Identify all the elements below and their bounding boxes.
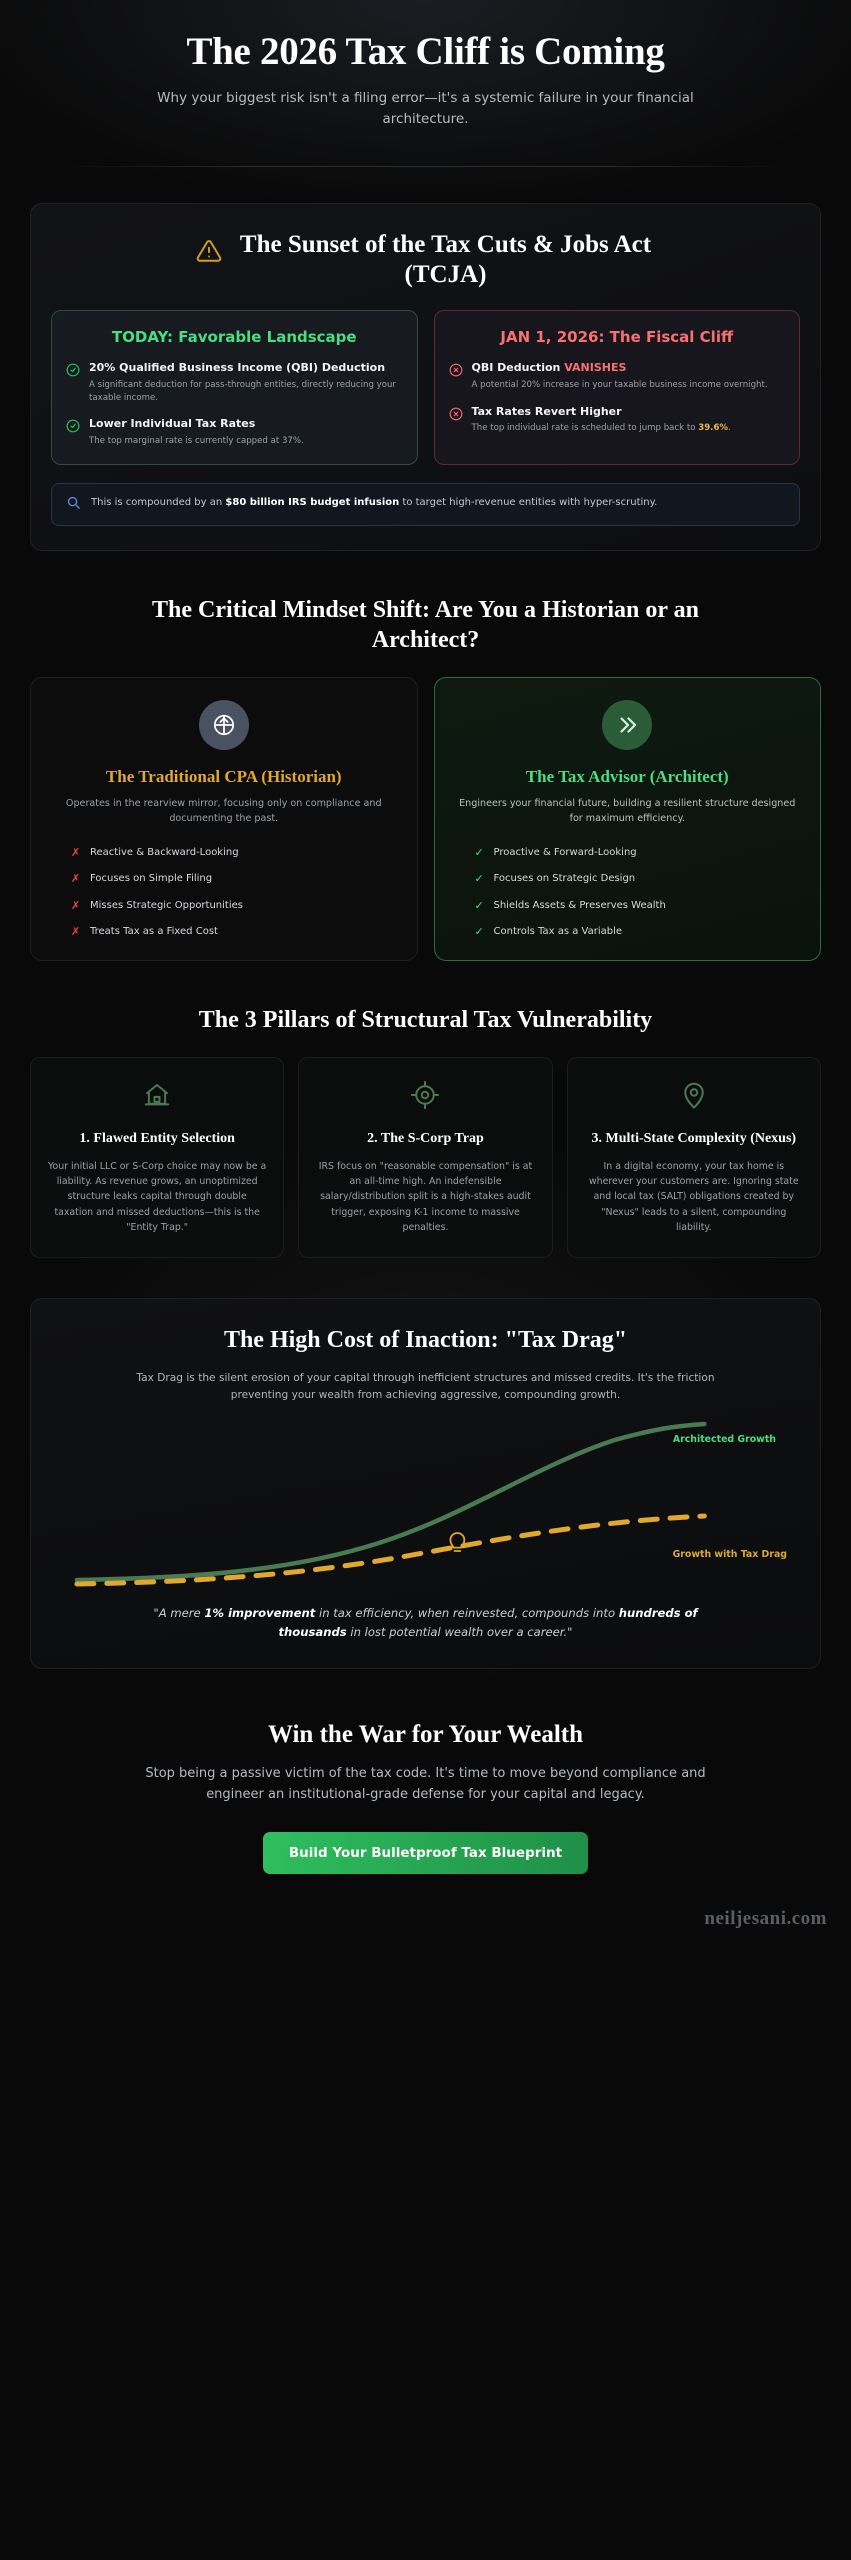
check-circle-icon: [66, 418, 80, 448]
quote-bold-2: hundreds of thousands: [278, 1605, 698, 1640]
list-item-label: Treats Tax as a Fixed Cost: [90, 925, 218, 937]
tcja-panel: [30, 203, 821, 552]
today-item-body: [89, 361, 403, 405]
cliff-item-desc: [472, 422, 786, 435]
pillar-title: 1. Flawed Entity Selection: [79, 1130, 235, 1146]
chart-annotation-architected: Architected Growth: [672, 1433, 776, 1445]
tax-drag-chart: [57, 1412, 794, 1592]
page-title: The 2026 Tax Cliff is Coming: [186, 30, 665, 73]
irs-note-bold: $80 billion IRS budget infusion: [225, 497, 400, 509]
check-mark-icon: ✓: [474, 872, 484, 886]
historian-card: [30, 677, 418, 961]
rearview-mirror-icon: [199, 700, 249, 750]
chart-quote: [126, 1604, 726, 1642]
list-item: [475, 845, 803, 860]
today-item-title: 20% Qualified Business Income (QBI) Deduction: [89, 360, 386, 374]
today-item-title: Lower Individual Tax Rates: [89, 417, 256, 431]
architect-title: The Tax Advisor (Architect): [525, 767, 729, 787]
x-circle-icon: [449, 362, 463, 392]
check-circle-icon: [66, 362, 80, 405]
list-item-label: Focuses on Simple Filing: [90, 873, 213, 885]
architect-subtitle: Engineers your financial future, building a resilient structure designed for maximum efficiency.: [459, 798, 796, 825]
tcja-heading: The Sunset of the Tax Cuts & Jobs Act (TCJA): [239, 230, 652, 288]
site-brand: neiljesani.com: [704, 1907, 827, 1929]
list-item: [71, 924, 399, 939]
double-chevron-right-icon: [602, 700, 652, 750]
target-icon: [315, 1080, 535, 1114]
map-pin-icon: [584, 1080, 804, 1114]
tcja-section: [0, 203, 851, 552]
today-card-title: TODAY: Favorable Landscape: [111, 327, 357, 346]
pillar-card: [567, 1057, 821, 1258]
x-mark-icon: ✗: [71, 872, 81, 886]
irs-budget-note: [51, 483, 800, 526]
list-item: [71, 871, 399, 886]
pillar-desc: IRS focus on "reasonable compensation" is at an all-time high. An indefensible salary/distribution split is a high-stakes audit trigger, exposing K-1 income to massive penalties.: [318, 1160, 533, 1233]
quote-pre: "A mere: [153, 1605, 205, 1620]
pillars-cards: [30, 1057, 821, 1258]
cliff-item-title: [472, 361, 786, 376]
series-growth-with-tax-drag: [77, 1516, 704, 1584]
cliff-item: [449, 361, 786, 392]
hero-divider: [60, 166, 791, 167]
tax-drag-panel: [30, 1298, 821, 1669]
pillar-desc: In a digital economy, your tax home is wherever your customers are. Ignoring state and local tax (SALT) obligations created by "Nexus" leads to a silent, compounding liability.: [589, 1160, 799, 1233]
quote-mid: in tax efficiency, when reinvested, compounds into: [315, 1605, 619, 1620]
chart-subtitle: Tax Drag is the silent erosion of your capital through inefficient structures and missed credits. It's the friction preventing your wealth from achieving aggressive, compounding growth.: [136, 1372, 715, 1401]
cliff-desc-pre: The top individual rate is scheduled to jump back to: [471, 423, 699, 434]
cliff-item: [449, 405, 786, 436]
cliff-card-title: JAN 1, 2026: The Fiscal Cliff: [500, 327, 734, 346]
house-icon: [47, 1080, 267, 1114]
irs-note-post: to target high-revenue entities with hyper-scrutiny.: [399, 497, 658, 509]
tcja-header: [51, 230, 800, 310]
cliff-desc-post: .: [728, 423, 731, 434]
chart-title: The High Cost of Inaction: "Tax Drag": [223, 1327, 628, 1354]
list-item-label: Proactive & Forward-Looking: [493, 846, 637, 858]
check-mark-icon: ✓: [474, 925, 484, 939]
x-mark-icon: ✗: [71, 846, 81, 860]
historian-subtitle: Operates in the rearview mirror, focusing only on compliance and documenting the past.: [65, 798, 382, 825]
cliff-card: [434, 310, 801, 466]
cta-section: [0, 1669, 851, 1874]
list-item-label: Focuses on Strategic Design: [493, 873, 636, 885]
cliff-item-body: [472, 405, 786, 436]
warning-triangle-icon: [196, 238, 222, 268]
quote-bold-1: 1% improvement: [204, 1605, 316, 1620]
x-mark-icon: ✗: [71, 898, 81, 912]
list-item-label: Reactive & Backward-Looking: [90, 846, 239, 858]
list-item: [475, 871, 803, 886]
quote-post: in lost potential wealth over a career.": [346, 1625, 573, 1640]
today-item-desc: The top marginal rate is currently capped at 37%.: [89, 436, 304, 447]
list-item-label: Controls Tax as a Variable: [493, 925, 623, 937]
check-mark-icon: ✓: [474, 846, 484, 860]
x-circle-icon: [449, 406, 463, 436]
cliff-item-desc: A potential 20% increase in your taxable business income overnight.: [471, 379, 768, 390]
list-item: [71, 898, 399, 913]
cliff-item-body: [472, 361, 786, 392]
list-item: [475, 898, 803, 913]
mindset-heading: The Critical Mindset Shift: Are You a Historian or an Architect?: [152, 597, 699, 654]
cliff-item-title: Tax Rates Revert Higher: [471, 404, 622, 418]
tax-drag-section: [0, 1298, 851, 1669]
cliff-item-title-highlight: VANISHES: [564, 360, 627, 374]
cliff-desc-highlight: 39.6%: [698, 423, 729, 434]
hero-divider-wrap: [0, 166, 851, 167]
architect-list: [453, 845, 803, 940]
irs-note-text: [91, 495, 657, 510]
today-item-desc: A significant deduction for pass-through entities, directly reducing your taxable income.: [89, 379, 396, 403]
mindset-section: [0, 595, 851, 961]
pillar-title: 2. The S-Corp Trap: [367, 1130, 484, 1146]
build-blueprint-button[interactable]: Build Your Bulletproof Tax Blueprint: [263, 1832, 588, 1874]
pillars-section: [0, 1005, 851, 1258]
list-item-label: Misses Strategic Opportunities: [90, 899, 243, 911]
architect-card: [434, 677, 822, 961]
hero-section: [0, 0, 851, 130]
pillar-desc: Your initial LLC or S-Corp choice may now be a liability. As revenue grows, an unoptimized structure leaks capital through double taxation and missed deductions—this is the "Entity Trap.": [48, 1160, 267, 1233]
today-card: [51, 310, 418, 466]
check-mark-icon: ✓: [474, 898, 484, 912]
tcja-comparison: [51, 310, 800, 466]
irs-note-pre: This is compounded by an: [91, 497, 226, 509]
today-item-body: [89, 417, 403, 448]
historian-title: The Traditional CPA (Historian): [105, 767, 342, 787]
hero-subtitle: Why your biggest risk isn't a filing error—it's a systemic failure in your financial architecture.: [157, 89, 694, 127]
pillar-title: 3. Multi-State Complexity (Nexus): [591, 1130, 797, 1146]
list-item: [475, 924, 803, 939]
today-item: [66, 417, 403, 448]
today-item: [66, 361, 403, 405]
pillars-heading: The 3 Pillars of Structural Tax Vulnerability: [198, 1006, 653, 1033]
list-item-label: Shields Assets & Preserves Wealth: [493, 899, 666, 911]
chart-annotation-tax-drag: Growth with Tax Drag: [672, 1548, 787, 1560]
cliff-item-title-text: QBI Deduction: [471, 360, 565, 374]
search-icon: [66, 495, 81, 514]
x-mark-icon: ✗: [71, 925, 81, 939]
pillar-card: [298, 1057, 552, 1258]
pillar-card: [30, 1057, 284, 1258]
mindset-cards: [30, 677, 821, 961]
historian-list: [49, 845, 399, 940]
cta-heading: Win the War for Your Wealth: [267, 1721, 584, 1749]
cta-body: Stop being a passive victim of the tax code. It's time to move beyond compliance and engineer an institutional-grade defense for your capital and legacy.: [145, 1766, 706, 1802]
list-item: [71, 845, 399, 860]
